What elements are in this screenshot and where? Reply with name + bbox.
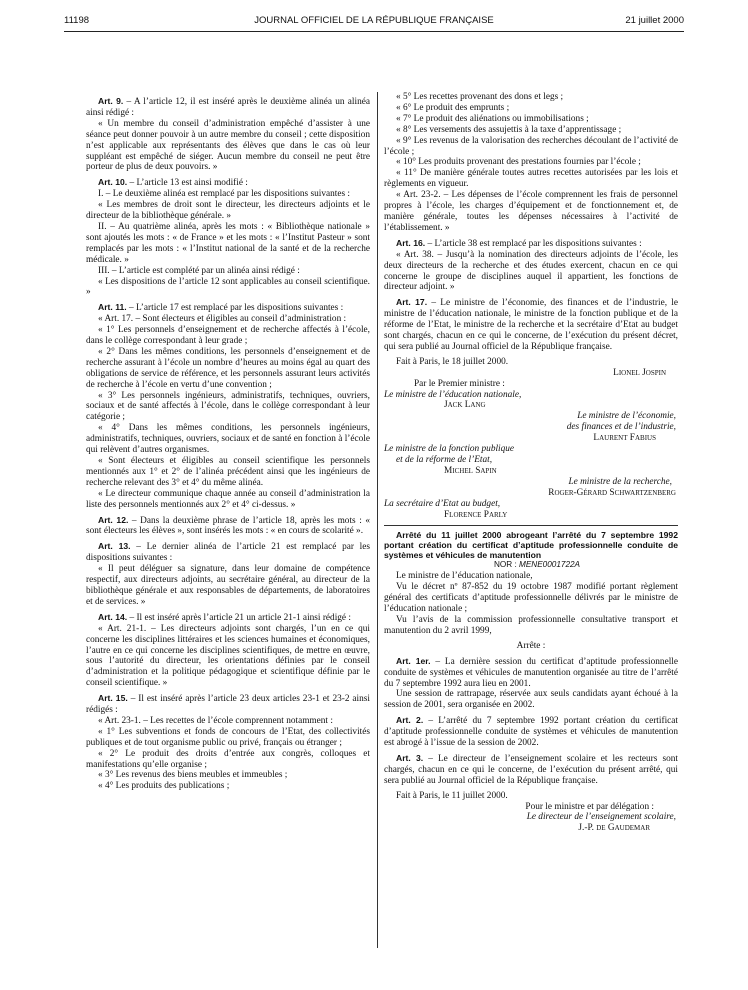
minister-education-name: Jack Lang (444, 400, 486, 411)
paragraph-text: « Art. 17. – Sont électeurs et éligibles au conseil d’administration : (98, 314, 347, 325)
paragraph-text: « Le directeur communique chaque année au conseil d’administration la liste des personnels mentionnés aux 2° et 4° ci-dessus. » (86, 488, 370, 510)
paragraph (86, 624, 370, 689)
paragraph (86, 456, 370, 489)
paragraph-text: « Art. 38. – Jusqu’à la nomination des directeurs adjoints de l’école, les deux directeurs de la recherche et des études exercent, chacun en ce qui concerne le groupe de disciplines auquel il appartient, les fonctions de directeur adjoint. » (384, 249, 678, 293)
journal-title: JOURNAL OFFICIEL DE LA RÉPUBLIQUE FRANÇAISE (254, 15, 494, 26)
paragraph-text: « Un membre du conseil d’administration empêché d’assister à une séance peut donner pouvoir à un autre membre du conseil ; cette disposition n’est applicable aux représentants des élèves que dans le cas où leur suppléant est empêché de siéger. Aucun membre du conseil ne peut être porteur de plus de deux pouvoirs. » (86, 118, 370, 173)
paragraph-text: Vu l’avis de la commission professionnelle consultative transport et manutention du 2 avril 1999, (384, 614, 678, 636)
paragraph-text: – Il est inséré après l’article 23 deux articles 23-1 et 23-2 ainsi rédigés : (86, 694, 370, 716)
paragraph-text: « 11° De manière générale toutes autres recettes autorisées par les lois et règlements en vigueur. (384, 168, 678, 190)
paragraph (86, 749, 370, 771)
article-number: Art. 2. (396, 715, 424, 726)
paragraph-text: « Les dispositions de l’article 12 sont applicables au conseil scientifique. » (86, 276, 370, 298)
decree-articles (384, 656, 678, 787)
article-number: Art. 13. (98, 541, 131, 552)
paragraph (86, 716, 370, 727)
minister-economy-name: Laurent Fabius (593, 433, 656, 444)
paragraph (384, 582, 678, 615)
nor-reference (384, 560, 678, 571)
paragraph (86, 266, 370, 277)
paragraph-text: – A l’article 12, il est inséré après le deuxième alinéa un alinéa ainsi rédigé : (86, 97, 370, 118)
prime-minister-name: Lionel Jospin (613, 367, 666, 378)
paragraph-text: « 6° Le produit des emprunts ; (396, 102, 510, 113)
article-number: Art. 12. (98, 514, 129, 525)
paragraph (384, 715, 678, 749)
paragraph (384, 689, 678, 711)
paragraph (86, 189, 370, 200)
paragraph-text: « 4° Dans les mêmes conditions, les personnels ingénieurs, administratifs, techniques, ouvriers, sociaux et de santé en fonction à l’école qui relèvent d’autres organismes. (86, 423, 370, 456)
minister-education-title: Le ministre de l’éducation nationale, (384, 389, 522, 400)
director-title: Le directeur de l’enseignement scolaire, (526, 812, 676, 823)
secretary-budget-title: La secrétaire d’Etat au budget, (384, 498, 501, 509)
paragraph-text: « Art. 21-1. – Les directeurs adjoints sont chargés, l’un en ce qui concerne les disciplines littéraires et les sciences humaines et économiques, l’autre en ce qui concerne les disciplines scientifiques, de mettre en œuvre, sous l’autorité du directeur, les orientations définies par le conseil d’administration et la politique pédagogique et scientifique définie par le conseil scientifique. » (86, 623, 370, 689)
paragraph (86, 541, 370, 564)
section-rule (384, 525, 678, 526)
delegation-line: Pour le ministre et par délégation : (525, 801, 654, 812)
paragraph (384, 92, 678, 103)
paragraph-text: « 7° Le produit des aliénations ou immobilisations ; (396, 113, 589, 124)
paragraph-text: II. – Au quatrième alinéa, après les mots : « Bibliothèque nationale » sont ajoutés les mots : « de France » et les mots : « l’Institut Pasteur » sont remplacés par les mots : « l’Institut national de la santé et de la recherche médicale. » (86, 221, 370, 265)
paragraph-text: – L’article 38 est remplacé par les dispositions suivantes : (425, 238, 642, 249)
nor-code: MENE0001722A (519, 560, 581, 570)
page-number: 11198 (64, 15, 90, 26)
paragraph-text: « 8° Les versements des assujettis à la taxe d’apprentissage ; (396, 124, 622, 135)
paragraph-text: « Sont électeurs et éligibles au conseil scientifique les personnels mentionnés aux 1° et 2° de l’alinéa précédent ainsi que les ingénieurs de recherche relevant des 3° et 4° du même alinéa. (86, 456, 370, 488)
paragraph (86, 564, 370, 608)
article-number: Art. 14. (98, 611, 128, 622)
paragraph-text: – La dernière session du certificat d’aptitude professionnelle conduite de systèmes et véhicules de manutention organisée au titre de l’arrêté du 7 septembre 1992 aura lieu en 2001. (384, 656, 678, 689)
paragraph-text: « Art. 23-2. – Les dépenses de l’école comprennent les frais de personnel propres à l’école, les charges d’équipement et de fonctionnement et, de manière générale, toutes les dépenses nécessaires à l’activité de l’établissement. » (384, 190, 678, 233)
article-number: Art. 1er. (396, 655, 431, 666)
column-divider (377, 92, 378, 948)
paragraph (86, 302, 370, 314)
paragraph-text: Une session de rattrapage, réservée aux seuls candidats ayant échoué à la session de 2001, sera organisée en 2002. (384, 689, 678, 711)
article-number: Art. 3. (396, 752, 424, 763)
paragraph-text: « 9° Les revenus de la valorisation des recherches découlant de l’activité de l’école ; (384, 135, 678, 157)
by-prime-minister: Par le Premier ministre : (414, 378, 505, 389)
issue-date: 21 juillet 2000 (625, 15, 684, 26)
paragraph (86, 423, 370, 456)
paragraph-text: « Art. 23-1. – Les recettes de l’école comprennent notamment : (98, 715, 333, 726)
paragraph-text: « 2° Dans les mêmes conditions, les personnels d’enseignement et de recherche assurant à l’école un nombre d’heures au moins égal au quart des obligations de service de référence, et les personnels assurant leurs activités de recherche à l’école en vertu d’une convention ; (86, 346, 370, 390)
minister-economy-title-1: Le ministre de l’économie, (577, 411, 676, 422)
paragraph (384, 615, 678, 637)
paragraph-text: « 3° Les personnels ingénieurs, administratifs, techniques, ouvriers, sociaux et de santé affectés à l’école, dans le collège correspondant à leur catégorie ; (86, 390, 370, 423)
paragraph-text: – L’arrêté du 7 septembre 1992 portant création du certificat d’aptitude professionnelle conduite de systèmes et véhicules de manutention est abrogé à l’issue de la session de 2002. (384, 716, 678, 749)
paragraph-text: « 4° Les produits des publications ; (98, 781, 230, 792)
paragraph (86, 277, 370, 299)
paragraph (86, 200, 370, 222)
decree-place-date: Fait à Paris, le 11 juillet 2000. (396, 790, 508, 801)
paragraph (86, 391, 370, 424)
paragraph (86, 489, 370, 511)
paragraph-text: – Dans la deuxième phrase de l’article 18, après les mots : « sont électeurs les élèves », sont insérés les mots : « en cours de scolarité ». (86, 515, 370, 537)
paragraph-text: « Les membres de droit sont le directeur, les directeurs adjoints et le directeur de la bibliothèque générale. » (86, 200, 370, 222)
paragraph (86, 325, 370, 347)
paragraph (86, 177, 370, 189)
article-number: Art. 17. (396, 297, 428, 308)
paragraph (86, 314, 370, 325)
paragraph-text: Vu le décret nº 87-852 du 19 octobre 1987 modifié portant règlement général des certificats d’aptitude professionnelle délivrés par le ministre de l’éducation nationale ; (384, 582, 678, 615)
article-number: Art. 15. (98, 693, 128, 704)
paragraph-text: – L’article 17 est remplacé par les dispositions suivantes : (126, 303, 344, 314)
minister-public-service-title-2: et de la réforme de l’Etat, (396, 455, 493, 465)
paragraph (86, 96, 370, 119)
paragraph (86, 727, 370, 749)
header-rule (64, 31, 684, 32)
paragraph (86, 515, 370, 538)
paragraph (384, 656, 678, 690)
paragraph (86, 347, 370, 391)
paragraph-text: « 3° Les revenus des biens meubles et immeubles ; (98, 770, 288, 781)
paragraph (384, 571, 678, 582)
article-number: Art. 10. (98, 177, 128, 188)
decree-continuation (384, 92, 678, 353)
paragraph (384, 157, 678, 168)
paragraph (384, 238, 678, 250)
paragraph (384, 125, 678, 136)
secretary-budget-name: Florence Parly (444, 509, 508, 520)
paragraph-text: « Il peut déléguer sa signature, dans leur domaine de compétence respectif, aux directeurs adjoints, au secrétaire général, au directeur de la bibliothèque générale et aux responsables de départements, de laboratoires et de services. » (86, 564, 370, 607)
paragraph-text: « 10° Les produits provenant des prestations fournies par l’école ; (396, 157, 641, 168)
paragraph-text: « 1° Les subventions et fonds de concours de l’Etat, des collectivités publiques et de tout organisme public ou privé, français ou étranger ; (86, 726, 370, 748)
minister-research-name: Roger-Gérard Schwartzenberg (548, 487, 676, 498)
paragraph-text: « 1° Les personnels d’enseignement et de recherche affectés à l’école, dans le collège correspondant à leur grade ; (86, 325, 370, 347)
paragraph-text: – L’article 13 est ainsi modifié : (127, 178, 248, 189)
left-column (86, 92, 370, 792)
signature-block (384, 357, 678, 521)
page-header (64, 12, 684, 30)
arrete-heading: Arrête : (516, 640, 546, 651)
paragraph-text: – Il est inséré après l’article 21 un article 21-1 ainsi rédigé : (127, 612, 351, 623)
minister-research-title: Le ministre de la recherche, (568, 476, 672, 487)
paragraph (86, 612, 370, 624)
paragraph (86, 222, 370, 266)
minister-economy-title-2: des finances et de l’industrie, (566, 422, 676, 433)
paragraph-text: Le ministre de l’éducation nationale, (396, 571, 533, 582)
paragraph-text: « 2° Le produit des droits d’entrée aux congrès, colloques et manifestations qu’elle organise ; (86, 748, 370, 770)
paragraph (86, 693, 370, 716)
article-number: Art. 16. (396, 237, 426, 248)
paragraph (86, 770, 370, 781)
paragraph (384, 168, 678, 190)
nor-label: NOR : (493, 560, 520, 570)
paragraph-text: – Le dernier alinéa de l’article 21 est remplacé par les dispositions suivantes : (86, 542, 370, 564)
signing-place-date: Fait à Paris, le 18 juillet 2000. (396, 356, 509, 367)
paragraph-text: « 5° Les recettes provenant des dons et legs ; (396, 92, 564, 102)
paragraph (384, 190, 678, 234)
paragraph-text: – Le ministre de l’économie, des finances et de l’industrie, le ministre de l’éducation nationale, le ministre de la fonction publique et de la réforme de l’Etat, le ministre de la recherche et la secrétaire d’Etat au budget sont chargés, chacun en ce qui le concerne, de l’exécution du présent décret, qui sera publié au Journal officiel de la République française. (384, 298, 678, 352)
article-number: Art. 9. (98, 96, 124, 106)
paragraph (384, 250, 678, 294)
paragraph-text: I. – Le deuxième alinéa est remplacé par les dispositions suivantes : (98, 189, 350, 200)
director-name: J.-P. de Gaudemar (578, 823, 650, 834)
paragraph (384, 753, 678, 787)
right-column (384, 92, 678, 834)
paragraph (86, 781, 370, 792)
paragraph-text: III. – L’article est complété par un alinéa ainsi rédigé : (98, 265, 300, 276)
paragraph (384, 103, 678, 114)
paragraph-text: – Le directeur de l’enseignement scolaire et les recteurs sont chargés, chacun en ce qui le concerne, de l’exécution du présent arrêté, qui sera publié au Journal officiel de la République française. (384, 753, 678, 786)
paragraph (86, 119, 370, 174)
paragraph (384, 114, 678, 125)
paragraph (384, 136, 678, 158)
article-number: Art. 11. (98, 302, 127, 313)
minister-public-service-title-1: Le ministre de la fonction publique (384, 444, 515, 455)
paragraph (384, 297, 678, 353)
decree-title: Arrêté du 11 juillet 2000 abrogeant l’arrêté du 7 septembre 1992 portant création du certificat d’aptitude professionnelle conduite de systèmes et véhicules de manutention (384, 530, 678, 561)
minister-public-service-name: Michel Sapin (444, 465, 497, 476)
decree-preamble (384, 571, 678, 636)
